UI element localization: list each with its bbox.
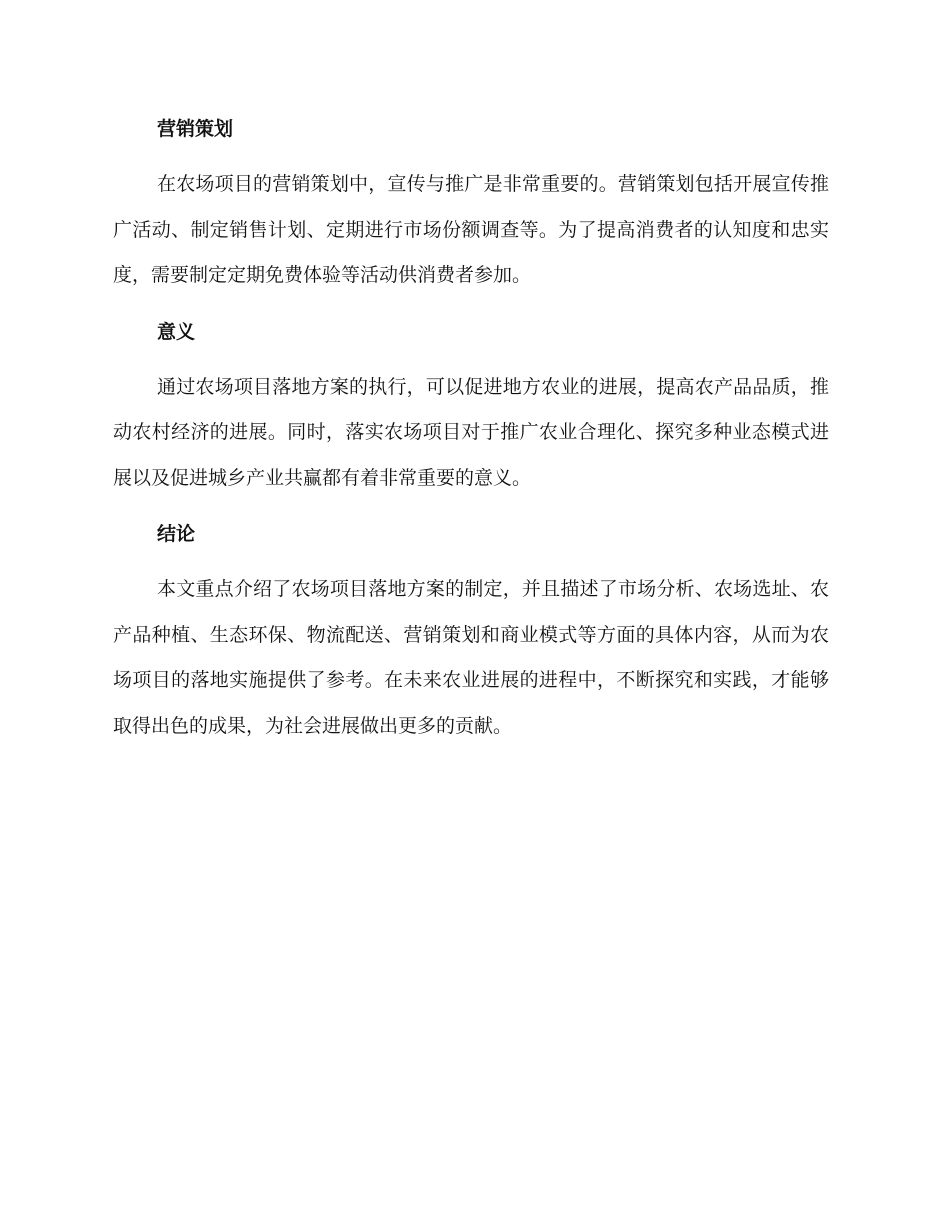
section-marketing-plan	[113, 106, 829, 299]
section-heading: 结论	[157, 523, 196, 545]
section-paragraph: 在农场项目的营销策划中，宣传与推广是非常重要的。营销策划包括开展宣传推广活动、制定销售计划、定期进行市场份额调查等。为了提高消费者的认知度和忠实度，需要制定定期免费体验等活动供消费者参加。	[113, 173, 829, 286]
document-page	[113, 106, 829, 759]
section-paragraph: 通过农场项目落地方案的执行，可以促进地方农业的进展，提高农产品品质，推动农村经济的进展。同时，落实农场项目对于推广农业合理化、探究多种业态模式进展以及促进城乡产业共赢都有着非常重要的意义。	[113, 375, 829, 489]
section-heading: 营销策划	[157, 118, 234, 140]
section-paragraph: 本文重点介绍了农场项目落地方案的制定，并且描述了市场分析、农场选址、农产品种植、生态环保、物流配送、营销策划和商业模式等方面的具体内容，从而为农场项目的落地实施提供了参考。在未来农业进展的进程中，不断探究和实践，才能够取得出色的成果，为社会进展做出更多的贡献。	[113, 578, 829, 737]
section-conclusion	[113, 511, 829, 749]
section-significance	[113, 309, 829, 502]
section-heading: 意义	[157, 320, 196, 343]
